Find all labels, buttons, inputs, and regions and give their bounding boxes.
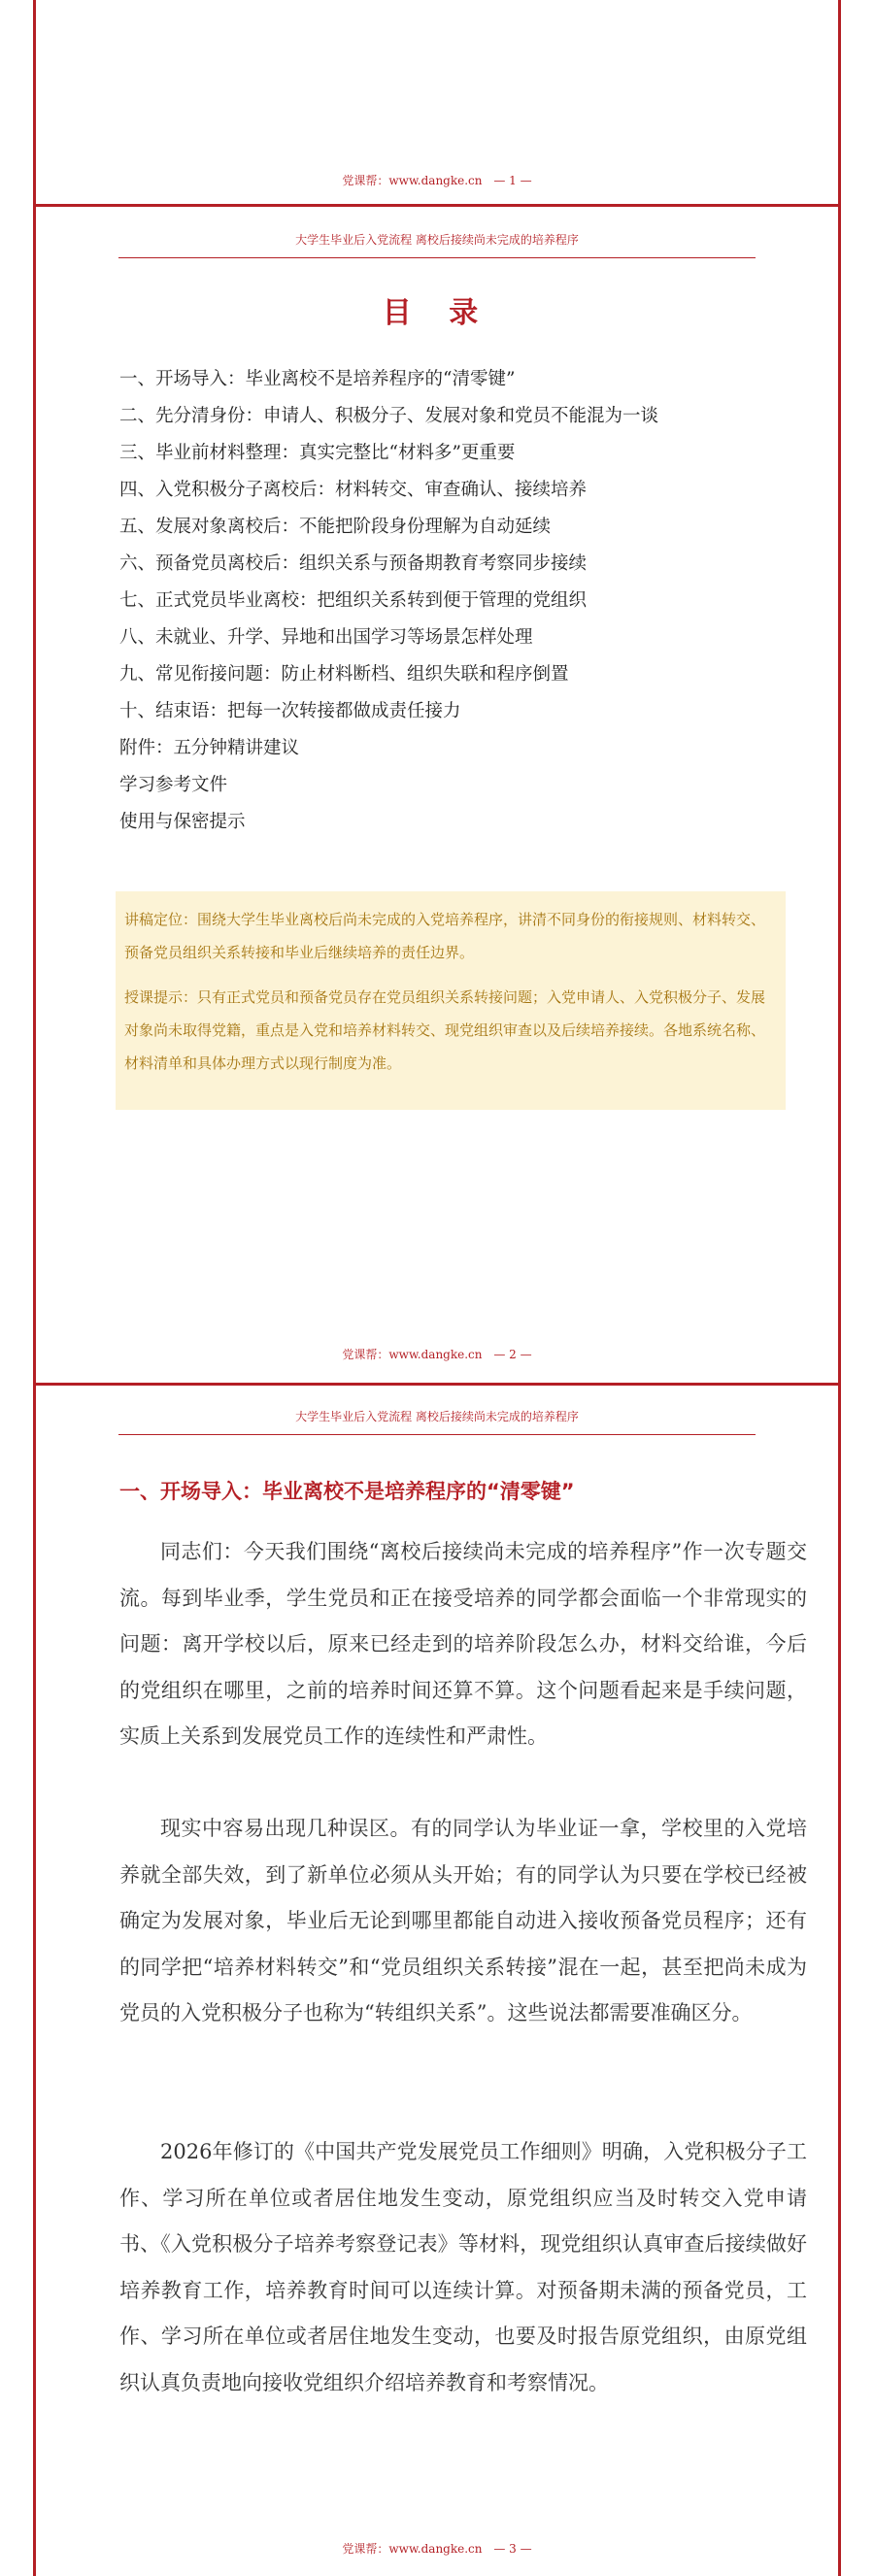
page-1 — [33, 0, 841, 204]
toc-item[interactable]: 十、结束语：把每一次转接都做成责任接力 — [119, 701, 461, 721]
footer-site: 党课帮：www.dangke.cn — [342, 174, 483, 187]
toc-item[interactable]: 四、入党积极分子离校后：材料转交、审查确认、接续培养 — [119, 480, 588, 500]
toc-item[interactable]: 学习参考文件 — [119, 775, 228, 795]
page-number: — 2 — — [493, 1348, 532, 1361]
toc-item[interactable]: 八、未就业、升学、异地和出国学习等场景怎样处理 — [119, 627, 533, 648]
body-paragraph: 同志们：今天我们围绕“离校后接续尚未完成的培养程序”作一次专题交流。每到毕业季，学生党员和正在接受培养的同学都会面临一个非常现实的问题：离开学校以后，原来已经走到的培养阶段怎么办，材料交给谁，今后的党组织在哪里，之前的培养时间还算不算。这个问题看起来是手续问题，实质上关系到发展党员工作的连续性和严肃性。 — [119, 1540, 807, 1748]
body-paragraph: 2026年修订的《中国共产党发展党员工作细则》明确，入党积极分子工作、学习所在单位或者居住地发生变动，原党组织应当及时转交入党申请书、《入党积极分子培养考察登记表》等材料，现党组织认真审查后接续做好培养教育工作，培养教育时间可以连续计算。对预备期未满的预备党员，工作、学习所在单位或者居住地发生变动，也要及时报告原党组织，由原党组织认真负责地向接收党组织介绍培养教育和考察情况。 — [119, 2140, 807, 2394]
page-2 — [33, 207, 841, 1383]
toc-item[interactable]: 九、常见衔接问题：防止材料断档、组织失联和程序倒置 — [119, 664, 569, 685]
toc-item[interactable]: 六、预备党员离校后：组织关系与预备期教育考察同步接续 — [119, 553, 588, 574]
page-number: — 1 — — [493, 174, 532, 187]
page-footer — [36, 173, 838, 188]
section-title: 一、开场导入：毕业离校不是培养程序的“清零键” — [119, 1480, 575, 1503]
toc-item[interactable]: 使用与保密提示 — [119, 812, 246, 832]
toc-title: 目 录 — [382, 296, 492, 330]
running-header: 大学生毕业后入党流程 离校后接续尚未完成的培养程序 — [295, 233, 579, 247]
header-rule — [118, 257, 756, 258]
toc-list — [119, 361, 658, 841]
footer-site: 党课帮：www.dangke.cn — [342, 1348, 483, 1361]
toc-item[interactable]: 二、先分清身份：申请人、积极分子、发展对象和党员不能混为一谈 — [119, 406, 659, 426]
toc-item[interactable]: 五、发展对象离校后：不能把阶段身份理解为自动延续 — [119, 517, 552, 537]
page-footer — [36, 2541, 838, 2557]
toc-item[interactable]: 七、正式党员毕业离校：把组织关系转到便于管理的党组织 — [119, 590, 588, 611]
toc-item[interactable]: 附件：五分钟精讲建议 — [119, 738, 300, 758]
teaching-note: 授课提示：只有正式党员和预备党员存在党员组织关系转接问题；入党申请人、入党积极分子、发展对象尚未取得党籍，重点是入党和培养材料转交、现党组织审查以及后续培养接续。各地系统名称、材料清单和具体办理方式以现行制度为准。 — [124, 988, 766, 1072]
running-header: 大学生毕业后入党流程 离校后接续尚未完成的培养程序 — [295, 1410, 579, 1423]
page-number: — 3 — — [493, 2542, 532, 2556]
teaching-tip-box — [116, 891, 786, 1110]
page-3 — [33, 1386, 841, 2576]
toc-item[interactable]: 三、毕业前材料整理：真实完整比“材料多”更重要 — [119, 443, 516, 463]
toc-item[interactable]: 一、开场导入：毕业离校不是培养程序的“清零键” — [119, 369, 516, 389]
page-footer — [36, 1347, 838, 1362]
header-rule — [118, 1434, 756, 1435]
positioning-note: 讲稿定位：围绕大学生毕业离校后尚未完成的入党培养程序，讲清不同身份的衔接规则、材料转交、预备党员组织关系转接和毕业后继续培养的责任边界。 — [124, 911, 766, 961]
body-paragraph: 现实中容易出现几种误区。有的同学认为毕业证一拿，学校里的入党培养就全部失效，到了新单位必须从头开始；有的同学认为只要在学校已经被确定为发展对象，毕业后无论到哪里都能自动进入接收预备党员程序；还有的同学把“培养材料转交”和“党员组织关系转接”混在一起，甚至把尚未成为党员的入党积极分子也称为“转组织关系”。这些说法都需要准确区分。 — [119, 1817, 807, 2024]
footer-site: 党课帮：www.dangke.cn — [342, 2542, 483, 2556]
